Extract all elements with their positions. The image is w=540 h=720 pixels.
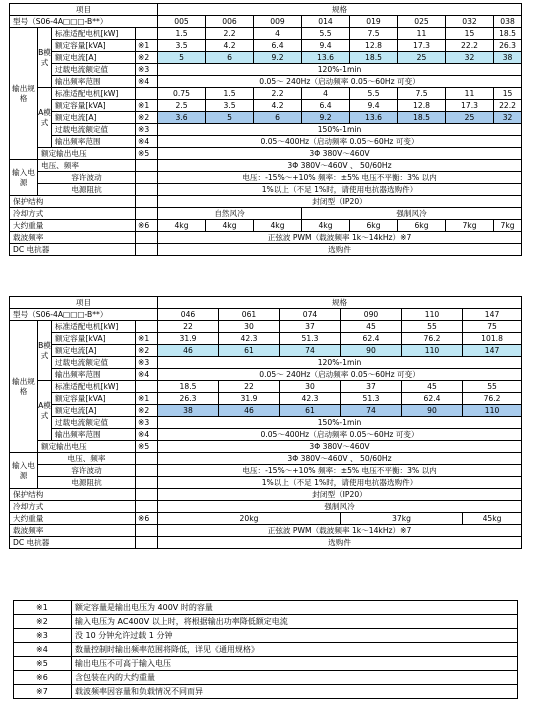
cell: 6.4 <box>302 100 350 112</box>
model-col: 005 <box>158 16 206 28</box>
cell-span: 3Φ 380V～460V 、 50/60Hz <box>158 160 522 172</box>
b-mode-label: B模式 <box>38 28 52 88</box>
cell: 61 <box>280 405 341 417</box>
b-mode-label: B模式 <box>38 321 52 381</box>
cell-span: 电压：-15%～+10% 频率：±5% 电压不平衡：3% 以内 <box>158 172 522 184</box>
cell-span: 120%-1min <box>158 357 522 369</box>
cell-span: 0.05～400Hz（启动频率 0.05～60Hz 可变） <box>158 429 522 441</box>
cell: 7kg <box>494 220 522 232</box>
note-text: 含包装在内的大约重量 <box>72 671 518 685</box>
row-mark: ※1 <box>136 333 158 345</box>
note-text: 载波频率因容量和负载情况不同而异 <box>72 685 518 699</box>
row-label: 电源阻抗 <box>38 477 136 489</box>
header-spec: 规格 <box>158 4 522 16</box>
cell: 37 <box>280 321 341 333</box>
note-key: ※5 <box>14 657 72 671</box>
cell: 74 <box>341 405 402 417</box>
header-spec: 规格 <box>158 297 522 309</box>
cell-span: 37kg <box>341 513 463 525</box>
cell: 38 <box>494 52 522 64</box>
row-mark: ※5 <box>136 148 158 160</box>
note-text: 输出电压不可高于输入电压 <box>72 657 518 671</box>
row-mark: ※3 <box>136 417 158 429</box>
row-mark <box>136 465 158 477</box>
cell: 32 <box>446 52 494 64</box>
cell: 2.5 <box>158 100 206 112</box>
cell: 12.8 <box>350 40 398 52</box>
cell: 17.3 <box>398 40 446 52</box>
row-label: 额定输出电压 <box>38 148 136 160</box>
input-power-label: 输入电源 <box>10 453 38 489</box>
cell: 15 <box>446 28 494 40</box>
cell-span: 电压：-15%～+10% 频率：±5% 电压不平衡：3% 以内 <box>158 465 522 477</box>
cell-span: 选购件 <box>158 537 522 549</box>
cell: 45 <box>341 321 402 333</box>
row-label: 电源阻抗 <box>38 184 136 196</box>
cell: 6kg <box>398 220 446 232</box>
row-mark: ※6 <box>136 513 158 525</box>
row-mark <box>136 537 158 549</box>
cell: 4.2 <box>206 40 254 52</box>
cell: 4kg <box>206 220 254 232</box>
cell: 15 <box>494 88 522 100</box>
row-mark <box>136 184 158 196</box>
model-col: 147 <box>463 309 522 321</box>
row-label: 标准适配电机[kW] <box>52 381 136 393</box>
cell-span: 150%-1min <box>158 124 522 136</box>
model-col: 090 <box>341 309 402 321</box>
row-label: 输出频率范围 <box>52 429 136 441</box>
cell-span: 3Φ 380V～460V <box>158 441 522 453</box>
cell: 2.2 <box>254 88 302 100</box>
cell: 22.2 <box>446 40 494 52</box>
model-col: 061 <box>219 309 280 321</box>
row-label: 电压、频率 <box>38 160 136 172</box>
row-label: 载波频率 <box>10 525 136 537</box>
cell-span: 150%-1min <box>158 417 522 429</box>
cell: 75 <box>463 321 522 333</box>
model-col: 110 <box>402 309 463 321</box>
row-label: 额定电流[A] <box>52 52 136 64</box>
cell: 25 <box>446 112 494 124</box>
row-label: 容许波动 <box>38 465 136 477</box>
a-mode-label: A模式 <box>38 88 52 148</box>
row-label: 标准适配电机[kW] <box>52 28 136 40</box>
cell: 55 <box>463 381 522 393</box>
cell: 1.5 <box>158 28 206 40</box>
row-label: 容许波动 <box>38 172 136 184</box>
note-key: ※6 <box>14 671 72 685</box>
model-col: 046 <box>158 309 219 321</box>
model-col: 074 <box>280 309 341 321</box>
cell: 7.5 <box>350 28 398 40</box>
model-col: 014 <box>302 16 350 28</box>
cell: 5 <box>158 52 206 64</box>
row-mark <box>136 232 158 244</box>
row-mark: ※3 <box>136 124 158 136</box>
row-mark: ※2 <box>136 112 158 124</box>
row-mark <box>136 208 158 220</box>
row-label: 电压、频率 <box>38 453 136 465</box>
row-mark <box>136 160 158 172</box>
cell: 46 <box>219 405 280 417</box>
row-label: 额定容量[kVA] <box>52 40 136 52</box>
row-mark <box>136 244 158 256</box>
row-mark <box>136 88 158 100</box>
row-label: 输出频率范围 <box>52 369 136 381</box>
cell: 30 <box>280 381 341 393</box>
note-key: ※4 <box>14 643 72 657</box>
cell: 9.4 <box>302 40 350 52</box>
model-col: 019 <box>350 16 398 28</box>
header-model: 型号（S06-4A□□□-B**） <box>10 16 158 28</box>
cell: 4 <box>254 28 302 40</box>
cell: 42.3 <box>280 393 341 405</box>
cell: 37 <box>341 381 402 393</box>
cell: 0.75 <box>158 88 206 100</box>
cell: 110 <box>402 345 463 357</box>
cell: 13.6 <box>350 112 398 124</box>
cell: 22.2 <box>494 100 522 112</box>
note-key: ※2 <box>14 615 72 629</box>
row-mark <box>136 477 158 489</box>
cell: 6 <box>206 52 254 64</box>
cell: 42.3 <box>219 333 280 345</box>
row-label: 额定容量[kVA] <box>52 100 136 112</box>
cell-span: 封闭型（IP20） <box>158 196 522 208</box>
cell-span: 自然风冷 <box>158 208 302 220</box>
cell: 38 <box>158 405 219 417</box>
cell: 90 <box>402 405 463 417</box>
cell: 18.5 <box>398 112 446 124</box>
row-label: 保护结构 <box>10 489 136 501</box>
row-label: 额定容量[kVA] <box>52 333 136 345</box>
cell-span: 强制风冷 <box>302 208 522 220</box>
cell: 147 <box>463 345 522 357</box>
cell: 45kg <box>463 513 522 525</box>
row-label: 载波频率 <box>10 232 136 244</box>
cell: 90 <box>341 345 402 357</box>
row-label: 输出频率范围 <box>52 136 136 148</box>
cell-span: 强制风冷 <box>158 501 522 513</box>
row-mark: ※1 <box>136 393 158 405</box>
row-mark <box>136 196 158 208</box>
row-mark <box>136 453 158 465</box>
row-label: 标准适配电机[kW] <box>52 88 136 100</box>
note-key: ※7 <box>14 685 72 699</box>
cell: 12.8 <box>398 100 446 112</box>
row-label: DC 电抗器 <box>10 244 136 256</box>
cell: 18.5 <box>494 28 522 40</box>
row-mark: ※4 <box>136 429 158 441</box>
cell-span: 3Φ 380V～460V 、 50/60Hz <box>158 453 522 465</box>
cell: 4 <box>302 88 350 100</box>
model-col: 038 <box>494 16 522 28</box>
row-mark <box>136 501 158 513</box>
cell: 26.3 <box>158 393 219 405</box>
spec-table-2 <box>9 296 522 549</box>
row-label: 额定电流[A] <box>52 345 136 357</box>
cell: 74 <box>280 345 341 357</box>
row-label: 过载电流额定值 <box>52 417 136 429</box>
cell: 6 <box>254 112 302 124</box>
row-mark: ※4 <box>136 369 158 381</box>
cell-span: 120%-1min <box>158 64 522 76</box>
output-spec-label: 输出规格 <box>10 28 38 160</box>
cell: 9.2 <box>254 52 302 64</box>
cell: 62.4 <box>341 333 402 345</box>
cell: 51.3 <box>280 333 341 345</box>
a-mode-label: A模式 <box>38 381 52 441</box>
cell: 61 <box>219 345 280 357</box>
cell: 62.4 <box>402 393 463 405</box>
cell: 5.5 <box>350 88 398 100</box>
note-text: 额定容量是输出电压为 400V 时的容量 <box>72 601 518 615</box>
cell-span: 1%以上（不足 1%时，请使用电抗器选购件） <box>158 477 522 489</box>
cell: 46 <box>158 345 219 357</box>
row-mark <box>136 525 158 537</box>
output-spec-label: 输出规格 <box>10 321 38 453</box>
cell: 7.5 <box>398 88 446 100</box>
cell: 45 <box>402 381 463 393</box>
input-power-label: 输入电源 <box>10 160 38 196</box>
cell: 6.4 <box>254 40 302 52</box>
row-mark: ※3 <box>136 64 158 76</box>
row-mark: ※1 <box>136 40 158 52</box>
cell-span: 正弦波 PWM（载波频率 1k～14kHz）※7 <box>158 525 522 537</box>
cell: 22 <box>158 321 219 333</box>
row-mark: ※1 <box>136 100 158 112</box>
cell: 7kg <box>446 220 494 232</box>
row-label: 过载电流额定值 <box>52 357 136 369</box>
note-key: ※3 <box>14 629 72 643</box>
cell: 1.5 <box>206 88 254 100</box>
cell: 6kg <box>350 220 398 232</box>
cell: 9.4 <box>350 100 398 112</box>
cell: 26.3 <box>494 40 522 52</box>
note-text: 数量控制时输出频率范围将降低，详见《通用规格》 <box>72 643 518 657</box>
row-label: 额定容量[kVA] <box>52 393 136 405</box>
note-key: ※1 <box>14 601 72 615</box>
row-label: 冷却方式 <box>10 208 136 220</box>
cell: 2.2 <box>206 28 254 40</box>
cell: 31.9 <box>219 393 280 405</box>
cell-span: 20kg <box>158 513 341 525</box>
cell: 3.5 <box>158 40 206 52</box>
cell: 5 <box>206 112 254 124</box>
cell: 4kg <box>302 220 350 232</box>
model-col: 006 <box>206 16 254 28</box>
cell: 11 <box>446 88 494 100</box>
cell-span: 正弦波 PWM（载波频率 1k～14kHz）※7 <box>158 232 522 244</box>
row-mark: ※5 <box>136 441 158 453</box>
note-text: 输入电压为 AC400V 以上时，将根据输出功率降低额定电流 <box>72 615 518 629</box>
row-label: 冷却方式 <box>10 501 136 513</box>
row-label: 标准适配电机[kW] <box>52 321 136 333</box>
cell: 110 <box>463 405 522 417</box>
cell: 3.6 <box>158 112 206 124</box>
cell-span: 选购件 <box>158 244 522 256</box>
cell: 76.2 <box>463 393 522 405</box>
cell: 76.2 <box>402 333 463 345</box>
cell: 4kg <box>254 220 302 232</box>
cell: 31.9 <box>158 333 219 345</box>
cell: 9.2 <box>302 112 350 124</box>
cell-span: 封闭型（IP20） <box>158 489 522 501</box>
note-text: 没 10 分钟允许过载 1 分钟 <box>72 629 518 643</box>
row-label: 额定电流[A] <box>52 405 136 417</box>
row-label: 保护结构 <box>10 196 136 208</box>
cell-span: 0.05～ 240Hz（启动频率 0.05～60Hz 可变） <box>158 76 522 88</box>
cell: 55 <box>402 321 463 333</box>
row-label: DC 电抗器 <box>10 537 136 549</box>
cell: 4.2 <box>254 100 302 112</box>
row-mark <box>136 321 158 333</box>
cell: 17.3 <box>446 100 494 112</box>
row-mark <box>136 489 158 501</box>
cell: 18.5 <box>350 52 398 64</box>
cell-span: 1%以上（不足 1%时，请使用电抗器选购件） <box>158 184 522 196</box>
row-label: 额定输出电压 <box>38 441 136 453</box>
header-item: 项目 <box>10 297 158 309</box>
row-mark <box>136 172 158 184</box>
cell: 5.5 <box>302 28 350 40</box>
cell: 22 <box>219 381 280 393</box>
cell: 11 <box>398 28 446 40</box>
row-label: 输出频率范围 <box>52 76 136 88</box>
row-mark <box>136 28 158 40</box>
model-col: 032 <box>446 16 494 28</box>
row-mark: ※2 <box>136 405 158 417</box>
row-label: 额定电流[A] <box>52 112 136 124</box>
row-mark <box>136 381 158 393</box>
row-label: 大约重量 <box>10 513 136 525</box>
row-mark: ※2 <box>136 345 158 357</box>
row-mark: ※6 <box>136 220 158 232</box>
header-item: 项目 <box>10 4 158 16</box>
model-col: 025 <box>398 16 446 28</box>
spec-table-1 <box>9 3 522 256</box>
row-label: 过载电流额定值 <box>52 64 136 76</box>
cell: 13.6 <box>302 52 350 64</box>
cell: 18.5 <box>158 381 219 393</box>
model-col: 009 <box>254 16 302 28</box>
cell: 4kg <box>158 220 206 232</box>
cell: 51.3 <box>341 393 402 405</box>
notes-table <box>13 600 518 699</box>
cell-span: 0.05～400Hz（启动频率 0.05～60Hz 可变） <box>158 136 522 148</box>
cell: 32 <box>494 112 522 124</box>
cell-span: 0.05～ 240Hz（启动频率 0.05～60Hz 可变） <box>158 369 522 381</box>
cell-span: 3Φ 380V～460V <box>158 148 522 160</box>
row-mark: ※3 <box>136 357 158 369</box>
row-label: 过载电流额定值 <box>52 124 136 136</box>
header-model: 型号（S06-4A□□□-B**） <box>10 309 158 321</box>
row-mark: ※4 <box>136 136 158 148</box>
row-mark: ※2 <box>136 52 158 64</box>
cell: 3.5 <box>206 100 254 112</box>
cell: 101.8 <box>463 333 522 345</box>
cell: 25 <box>398 52 446 64</box>
row-mark: ※4 <box>136 76 158 88</box>
cell: 30 <box>219 321 280 333</box>
row-label: 大约重量 <box>10 220 136 232</box>
